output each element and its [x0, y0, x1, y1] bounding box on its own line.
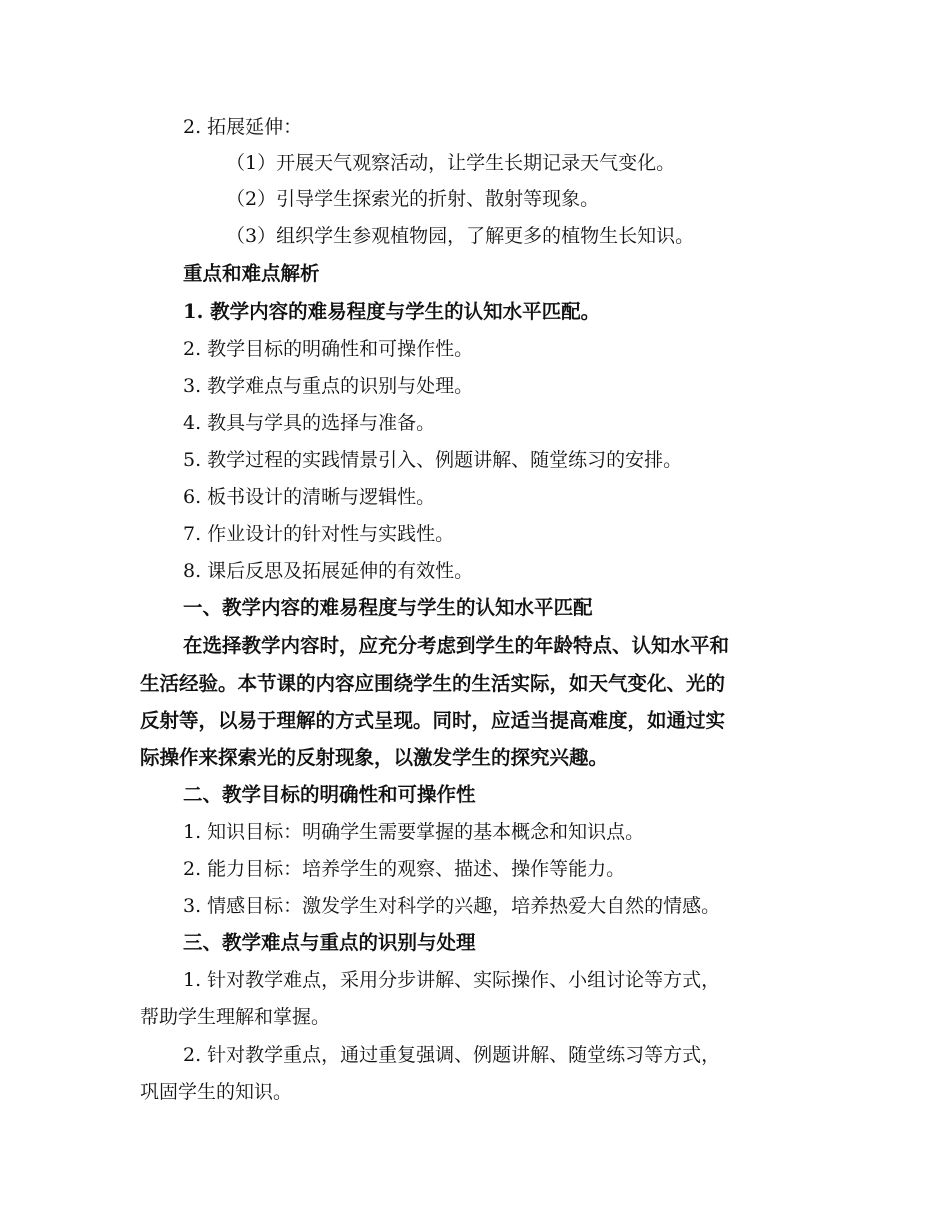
extension-item-3: （3）组织学生参观植物园，了解更多的植物生长知识。 — [226, 225, 695, 247]
key-point-8: 8. 课后反思及拓展延伸的有效性。 — [183, 560, 474, 582]
subsection-1-heading: 一、教学内容的难易程度与学生的认知水平匹配 — [183, 596, 593, 619]
paragraph-line: 生活经验。本节课的内容应围绕学生的生活实际，如天气变化、光的 — [140, 672, 726, 695]
extension-item-2: （2）引导学生探索光的折射、散射等现象。 — [226, 188, 600, 210]
handling-item-1-continued: 帮助学生理解和掌握。 — [140, 1006, 331, 1028]
key-point-3: 3. 教学难点与重点的识别与处理。 — [183, 375, 474, 397]
key-point-7: 7. 作业设计的针对性与实践性。 — [183, 523, 455, 545]
extension-item-1: （1）开展天气观察活动，让学生长期记录天气变化。 — [226, 152, 676, 174]
section-heading: 重点和难点解析 — [183, 262, 320, 285]
key-point-5: 5. 教学过程的实践情景引入、例题讲解、随堂练习的安排。 — [183, 449, 683, 471]
key-point-6: 6. 板书设计的清晰与逻辑性。 — [183, 486, 436, 508]
extension-heading: 2. 拓展延伸： — [183, 116, 303, 138]
handling-item-1: 1. 针对教学难点，采用分步讲解、实际操作、小组讨论等方式， — [183, 969, 721, 991]
goal-item-2: 2. 能力目标：培养学生的观察、描述、操作等能力。 — [183, 858, 626, 880]
handling-item-2: 2. 针对教学重点，通过重复强调、例题讲解、随堂练习等方式， — [183, 1044, 721, 1066]
goal-item-1: 1. 知识目标：明确学生需要掌握的基本概念和知识点。 — [183, 821, 645, 843]
handling-item-2-continued: 巩固学生的知识。 — [140, 1081, 293, 1103]
subsection-3-heading: 三、教学难点与重点的识别与处理 — [183, 931, 476, 954]
key-point-2: 2. 教学目标的明确性和可操作性。 — [183, 338, 474, 360]
paragraph-line: 在选择教学内容时，应充分考虑到学生的年龄特点、认知水平和 — [183, 634, 730, 657]
key-point-1: 1. 教学内容的难易程度与学生的认知水平匹配。 — [183, 300, 601, 323]
goal-item-3: 3. 情感目标：激发学生对科学的兴趣，培养热爱大自然的情感。 — [183, 895, 721, 917]
subsection-2-heading: 二、教学目标的明确性和可操作性 — [183, 783, 476, 806]
key-point-4: 4. 教具与学具的选择与准备。 — [183, 412, 436, 434]
paragraph-line: 际操作来探索光的反射现象，以激发学生的探究兴趣。 — [140, 746, 609, 769]
paragraph-line: 反射等，以易于理解的方式呈现。同时，应适当提高难度，如通过实 — [140, 709, 726, 732]
